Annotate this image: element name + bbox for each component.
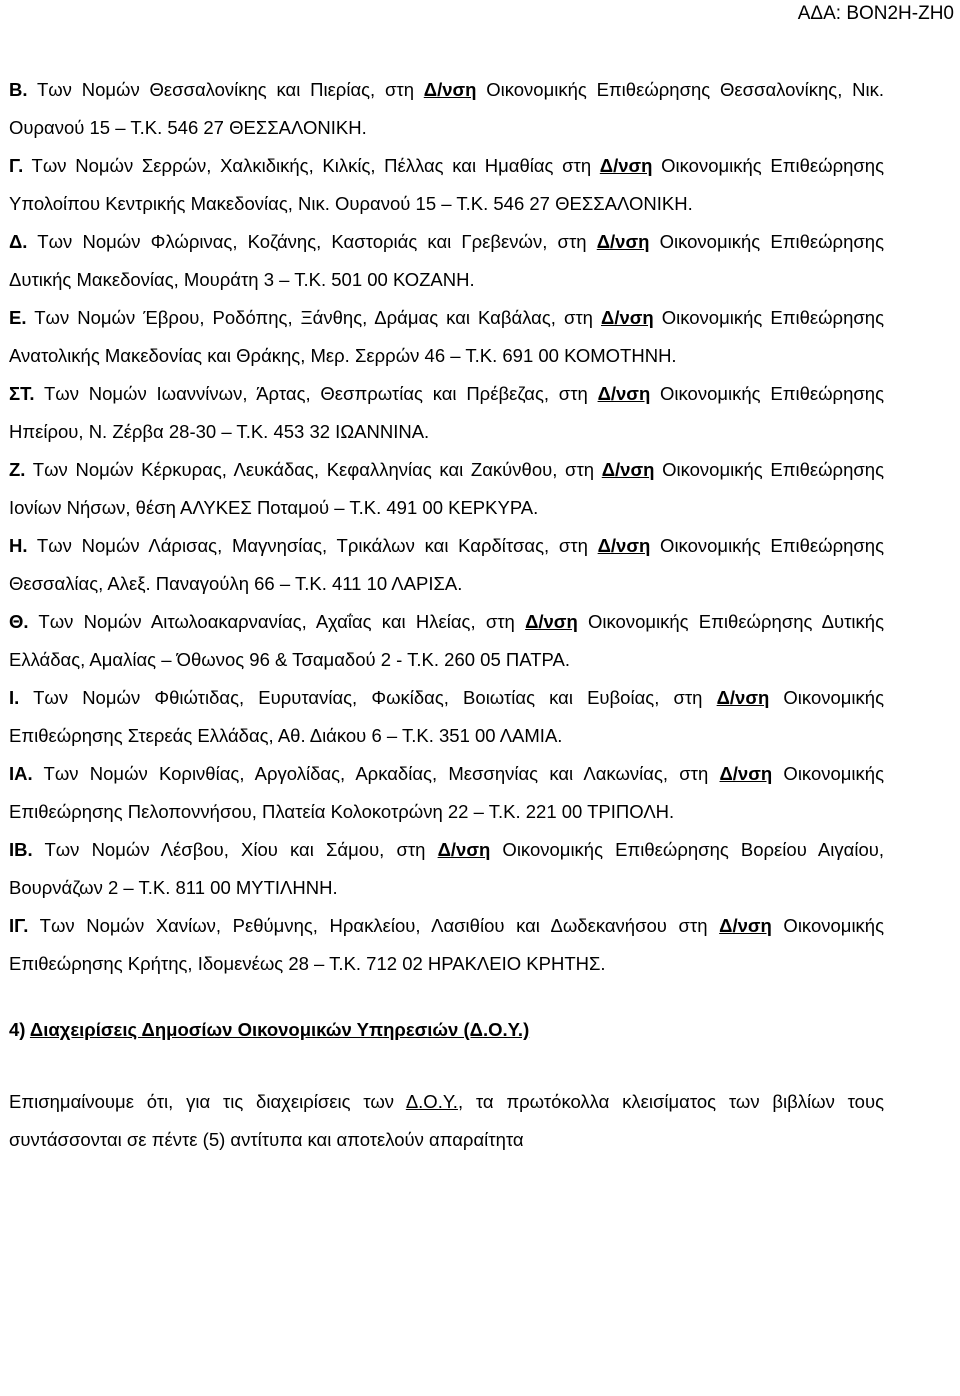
list-item (9, 299, 884, 375)
item-label: ΣΤ. (9, 383, 35, 404)
item-text-post: Οικονομικής Επιθεώρησης Θεσσαλονίκης, Νικ. Ουρανού 15 – Τ.Κ. 546 27 ΘΕΣΣΑΛΟΝΙΚΗ. (9, 79, 884, 138)
item-dnsi: Δ/νση (596, 231, 650, 252)
intro-text-pre: Επισημαίνουμε ότι, για τις διαχειρίσεις των (9, 1091, 406, 1112)
item-text-post: Οικονομικής Επιθεώρησης Ηπείρου, Ν. Ζέρβα 28-30 – Τ.Κ. 453 32 ΙΩΑΝΝΙΝΑ. (9, 383, 884, 442)
item-label: ΙΒ. (9, 839, 33, 860)
intro-doy: Δ.Ο.Υ. (405, 1091, 458, 1112)
item-dnsi: Δ/νση (719, 915, 772, 936)
item-text-post: Οικονομικής Επιθεώρησης Υπολοίπου Κεντρικής Μακεδονίας, Νικ. Ουρανού 15 – Τ.Κ. 546 27 ΘΕΣΣΑΛΟΝΙΚΗ. (9, 155, 884, 214)
section-title: Διαχειρίσεις Δημοσίων Οικονομικών Υπηρεσιών (Δ.Ο.Υ.) (29, 1019, 530, 1040)
item-text-pre: Των Νομών Αιτωλοακαρνανίας, Αχαΐας και Ηλείας, στη (28, 611, 526, 632)
item-label: Ε. (9, 307, 27, 328)
list-item (9, 831, 884, 907)
intro-paragraph (9, 1083, 884, 1159)
item-label: ΙΓ. (9, 915, 29, 936)
item-dnsi: Δ/νση (716, 687, 770, 708)
item-text-pre: Των Νομών Έβρου, Ροδόπης, Ξάνθης, Δράμας και Καβάλας, στη (26, 307, 602, 328)
intro-text-post: , τα πρωτόκολλα κλεισίματος των βιβλίων τους συντάσσονται σε πέντε (5) αντίτυπα και αποτελούν απαραίτητα (9, 1091, 884, 1150)
item-label: Γ. (9, 155, 24, 176)
list-item (9, 71, 884, 147)
list-item (9, 527, 884, 603)
list-item (9, 223, 884, 299)
item-dnsi: Δ/νση (601, 459, 655, 480)
document-ada-code: ΑΔΑ: ΒΟΝ2Η-ΖΗ0 (797, 3, 954, 24)
section-heading (9, 1011, 884, 1049)
item-label: Η. (9, 535, 28, 556)
list-item (9, 907, 884, 983)
list-item (9, 375, 884, 451)
item-text-pre: Των Νομών Φλώρινας, Κοζάνης, Καστοριάς και Γρεβενών, στη (27, 231, 597, 252)
item-dnsi: Δ/νση (437, 839, 491, 860)
item-label: Θ. (9, 611, 29, 632)
item-text-post: Οικονομικής Επιθεώρησης Θεσσαλίας, Αλεξ. Παναγούλη 66 – Τ.Κ. 411 10 ΛΑΡΙΣΑ. (9, 535, 884, 594)
item-text-pre: Των Νομών Ιωαννίνων, Άρτας, Θεσπρωτίας και Πρέβεζας, στη (34, 383, 598, 404)
list-item (9, 451, 884, 527)
item-dnsi: Δ/νση (599, 155, 653, 176)
item-text-pre: Των Νομών Λάρισας, Μαγνησίας, Τρικάλων και Καρδίτσας, στη (27, 535, 598, 556)
list-item (9, 679, 884, 755)
item-dnsi: Δ/νση (423, 79, 477, 100)
item-text-pre: Των Νομών Χανίων, Ρεθύμνης, Ηρακλείου, Λασιθίου και Δωδεκανήσου στη (28, 915, 720, 936)
item-label: Δ. (9, 231, 28, 252)
section-number: 4) (9, 1019, 26, 1040)
item-text-post: Οικονομικής Επιθεώρησης Στερεάς Ελλάδας, Αθ. Διάκου 6 – Τ.Κ. 351 00 ΛΑΜΙΑ. (9, 687, 884, 746)
item-text-pre: Των Νομών Λέσβου, Χίου και Σάμου, στη (32, 839, 438, 860)
item-text-post: Οικονομικής Επιθεώρησης Βορείου Αιγαίου, Βουρνάζων 2 – Τ.Κ. 811 00 ΜΥΤΙΛΗΝΗ. (9, 839, 884, 898)
item-dnsi: Δ/νση (719, 763, 773, 784)
item-dnsi: Δ/νση (601, 307, 654, 328)
item-label: Ι. (9, 687, 20, 708)
item-text-pre: Των Νομών Κέρκυρας, Λευκάδας, Κεφαλληνίας και Ζακύνθου, στη (25, 459, 602, 480)
list-item (9, 755, 884, 831)
item-text-pre: Των Νομών Κορινθίας, Αργολίδας, Αρκαδίας, Μεσσηνίας και Λακωνίας, στη (32, 763, 720, 784)
item-dnsi: Δ/νση (525, 611, 578, 632)
item-label: Ζ. (9, 459, 26, 480)
item-text-post: Οικονομικής Επιθεώρησης Κρήτης, Ιδομενέως 28 – Τ.Κ. 712 02 ΗΡΑΚΛΕΙΟ ΚΡΗΤΗΣ. (9, 915, 885, 974)
item-text-pre: Των Νομών Σερρών, Χαλκιδικής, Κιλκίς, Πέλλας και Ημαθίας στη (23, 155, 600, 176)
document-body (9, 71, 884, 1159)
item-dnsi: Δ/νση (597, 383, 651, 404)
item-text-post: Οικονομικής Επιθεώρησης Ανατολικής Μακεδονίας και Θράκης, Μερ. Σερρών 46 – Τ.Κ. 691 00 ΚΟΜΟΤΗΝΗ. (9, 307, 884, 366)
item-text-post: Οικονομικής Επιθεώρησης Δυτικής Ελλάδας, Αμαλίας – Όθωνος 96 & Τσαμαδού 2 - Τ.Κ. 260 05 ΠΑΤΡΑ. (9, 611, 885, 670)
item-text-post: Οικονομικής Επιθεώρησης Πελοποννήσου, Πλατεία Κολοκοτρώνη 22 – Τ.Κ. 221 00 ΤΡΙΠΟΛΗ. (9, 763, 885, 822)
item-label: Β. (9, 79, 28, 100)
item-text-post: Οικονομικής Επιθεώρησης Δυτικής Μακεδονίας, Μουράτη 3 – Τ.Κ. 501 00 ΚΟΖΑΝΗ. (9, 231, 884, 290)
list-item (9, 603, 884, 679)
list-item (9, 147, 884, 223)
item-text-pre: Των Νομών Θεσσαλονίκης και Πιερίας, στη (27, 79, 424, 100)
item-text-pre: Των Νομών Φθιώτιδας, Ευρυτανίας, Φωκίδας, Βοιωτίας και Ευβοίας, στη (19, 687, 717, 708)
item-label: ΙΑ. (9, 763, 33, 784)
item-text-post: Οικονομικής Επιθεώρησης Ιονίων Νήσων, θέση ΑΛΥΚΕΣ Ποταμού – Τ.Κ. 491 00 ΚΕΡΚΥΡΑ. (9, 459, 884, 518)
item-dnsi: Δ/νση (597, 535, 651, 556)
